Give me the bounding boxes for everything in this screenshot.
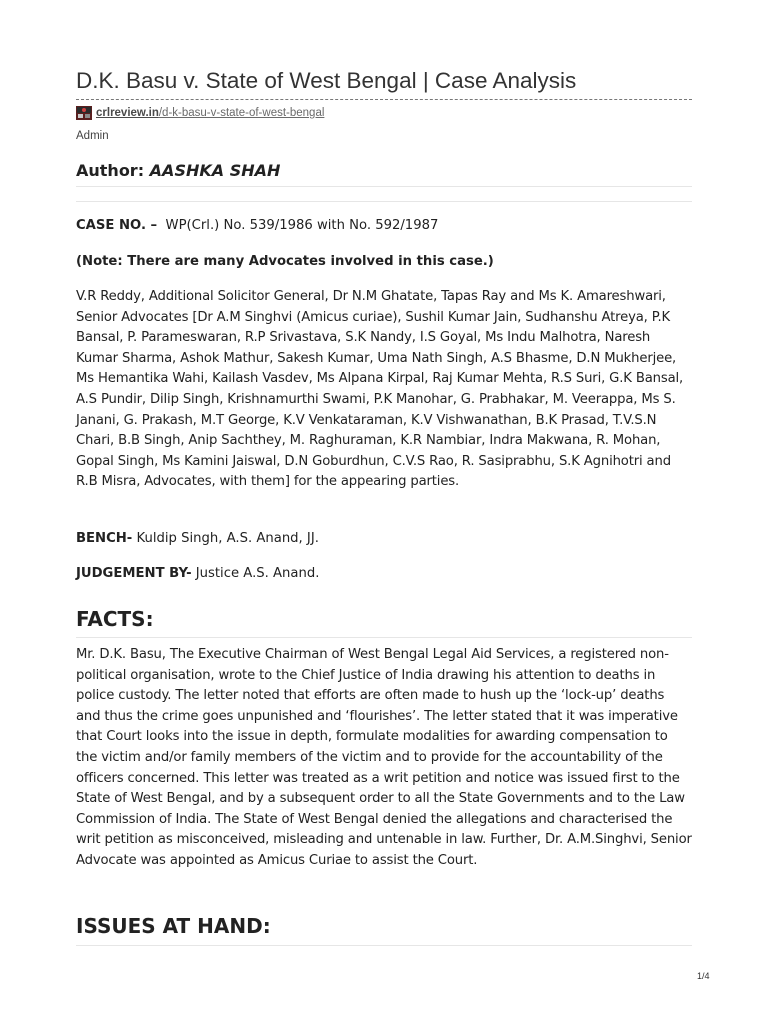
page-number: 1/4 xyxy=(697,971,710,981)
author-divider-bottom xyxy=(76,201,692,202)
case-number xyxy=(76,216,692,237)
case-no-label: CASE NO. – xyxy=(76,218,158,233)
facts-divider xyxy=(76,637,692,638)
source-path[interactable]: /d-k-basu-v-state-of-west-bengal xyxy=(158,107,325,119)
author-divider-top xyxy=(76,186,692,187)
author-label: Author: xyxy=(76,161,145,180)
source-domain[interactable]: crlreview.in xyxy=(96,107,159,119)
facts-text: Mr. D.K. Basu, The Executive Chairman of West Bengal Legal Aid Services, a registered non-political organisation, wrote to the Chief Justice of India drawing his attention to deaths in police custody. The letter noted that efforts are often made to hush up the ‘lock-up’ deaths and thus the crime goes unpunished and ‘flourishes’. The letter stated that it was imperative that Court looks into the issue in depth, formulate modalities for awarding compensation to the victim and/or family members of the victim and to provide for the accountability of the officers concerned. This letter was treated as a writ petition and notice was issued first to the State of West Bengal, and by a subsequent order to all the State Governments and to the Law Commission of India. The State of West Bengal denied the allegations and characterised the writ petition as misconceived, misleading and untenable in law. Further, Dr. A.M.Singhvi, Senior Advocate was appointed as Amicus Curiae to assist the Court. xyxy=(76,647,692,868)
bench xyxy=(76,529,692,550)
bench-label: BENCH- xyxy=(76,531,133,546)
author-name: AASHKA SHAH xyxy=(149,161,281,180)
judgement-label: JUDGEMENT BY- xyxy=(76,566,192,581)
byline: Admin xyxy=(76,130,109,142)
source-link[interactable] xyxy=(76,105,324,121)
facts-heading: FACTS: xyxy=(76,607,154,631)
title-divider xyxy=(76,99,692,100)
note-text: (Note: There are many Advocates involved in this case.) xyxy=(76,254,494,269)
site-favicon-icon xyxy=(76,106,92,120)
author-line xyxy=(76,159,280,183)
judgement-by xyxy=(76,564,692,585)
bench-value: Kuldip Singh, A.S. Anand, JJ. xyxy=(136,531,319,546)
issues-divider xyxy=(76,945,692,946)
advocates-note xyxy=(76,252,692,273)
issues-heading: ISSUES AT HAND: xyxy=(76,914,271,938)
page-title: D.K. Basu v. State of West Bengal | Case Analysis xyxy=(76,68,577,93)
advocates-list: V.R Reddy, Additional Solicitor General, Dr N.M Ghatate, Tapas Ray and Ms K. Amareshwari, Senior Advocates [Dr A.M Singhvi (Amicus curiae), Sushil Kumar Jain, Sudhanshu Atreya, P.K Bansal, P. Parameswaran, R.P Srivastava, S.K Nandy, I.S Goyal, Ms Indu Malhotra, Naresh Kumar Sharma, Ashok Mathur, Sakesh Kumar, Uma Nath Singh, A.S Bhasme, D.N Mukherjee, Ms Hemantika Wahi, Kailash Vasdev, Ms Alpana Kirpal, Raj Kumar Mehta, R.S Suri, G.K Bansal, A.S Pundir, Dilip Singh, Krishnamurthi Swami, P.K Manohar, G. Prabhakar, M. Veerappa, Ms S. Janani, G. Prakash, M.T George, K.V Venkataraman, K.V Vishwanathan, B.K Prasad, T.V.S.N Chari, B.B Singh, Anip Sachthey, M. Raghuraman, K.R Nambiar, Indra Makwana, R. Mohan, Gopal Singh, Ms Kamini Jaiswal, D.N Goburdhun, C.V.S Rao, R. Sasiprabhu, S.K Agnihotri and R.B Misra, Advocates, with them] for the appearing parties. xyxy=(76,289,684,490)
case-no-value: WP(Crl.) No. 539/1986 with No. 592/1987 xyxy=(165,218,439,233)
judgement-value: Justice A.S. Anand. xyxy=(195,566,320,581)
